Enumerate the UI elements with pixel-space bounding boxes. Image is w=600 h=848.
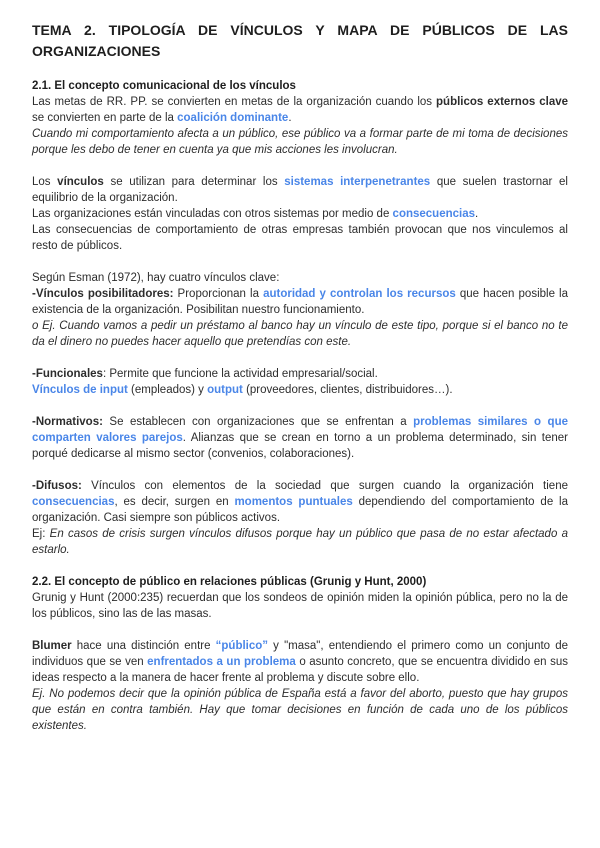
text-run: consecuencias: [32, 496, 115, 508]
paragraph-spacer: [32, 398, 568, 414]
paragraph: [32, 638, 568, 686]
text-run: momentos puntuales: [234, 496, 353, 508]
text-run: autoridad y controlan los recursos: [263, 288, 456, 300]
text-run: Las metas de RR. PP. se convierten en metas de la organización cuando los: [32, 96, 437, 108]
text-run: En casos de crisis surgen vínculos difusos porque hay un público que pasa de no estar afectado a estarlo.: [32, 528, 568, 556]
text-run: enfrentados a un problema: [147, 656, 296, 668]
paragraph: [32, 478, 568, 526]
text-run: Según Esman (1972), hay cuatro vínculos clave:: [32, 272, 280, 284]
paragraph-spacer: [32, 462, 568, 478]
text-run: se utilizan para determinar los: [103, 176, 285, 188]
text-run: Vínculos con elementos de la sociedad que surgen cuando la organización tiene: [81, 480, 568, 492]
section-heading: [32, 78, 568, 94]
text-run: : Permite que funcione la actividad empresarial/social.: [102, 368, 378, 380]
paragraph: [32, 414, 568, 462]
document-body: [32, 20, 568, 734]
paragraph: [32, 366, 568, 382]
text-run: Las consecuencias de comportamiento de otras empresas también provocan que nos vinculemos al resto de públicos.: [32, 224, 568, 252]
text-run: TEMA 2. TIPOLOGÍA DE VÍNCULOS Y MAPA DE PÚBLICOS DE LAS ORGANIZACIONES: [32, 22, 568, 59]
text-run: -Normativos:: [32, 416, 103, 428]
text-run: Los: [32, 176, 58, 188]
text-run: que suelen trastornar el equilibrio de la organización.: [32, 176, 568, 204]
text-run: públicos externos clave: [436, 96, 569, 108]
paragraph-spacer: [32, 558, 568, 574]
text-run: coalición dominante: [177, 112, 289, 124]
text-run: “público”: [215, 640, 269, 652]
text-run: y "masa", entendiendo el primero como un conjunto de individuos que se ven: [32, 640, 568, 668]
paragraph: [32, 174, 568, 206]
paragraph-spacer: [32, 350, 568, 366]
paragraph-spacer: [32, 622, 568, 638]
text-run: Las organizaciones están vinculadas con otros sistemas por medio de: [32, 208, 393, 220]
text-run: Proporcionan la: [173, 288, 264, 300]
paragraph: [32, 382, 568, 398]
text-run: que hacen posible la existencia de la organización. Posibilitan nuestro funcionamiento.: [32, 288, 568, 316]
document-title: [32, 20, 568, 62]
text-run: consecuencias: [392, 208, 476, 220]
text-run: Ej:: [32, 528, 50, 540]
text-run: vínculos: [57, 176, 104, 188]
paragraph: [32, 590, 568, 622]
text-run: se convierten en parte de la: [32, 112, 178, 124]
text-run: . Alianzas que se crean en torno a un problema determinado, sin tener porqué dedicarse al mismo sector (convenios, colaboraciones).: [32, 432, 568, 460]
paragraph: [32, 126, 568, 158]
text-run: -Difusos:: [32, 480, 82, 492]
paragraph: [32, 526, 568, 558]
text-run: .: [288, 112, 292, 124]
text-run: (empleados) y: [127, 384, 208, 396]
text-run: 2.2. El concepto de público en relaciones públicas (Grunig y Hunt, 2000): [32, 576, 427, 588]
text-run: Cuando mi comportamiento afecta a un público, ese público va a formar parte de mi toma de decisiones porque les debo de tener en cuenta ya que mis acciones les involucran.: [32, 128, 568, 156]
text-run: Grunig y Hunt (2000:235) recuerdan que los sondeos de opinión miden la opinión pública, pero no la de los públicos, sino las de las masas.: [32, 592, 568, 620]
paragraph-spacer: [32, 254, 568, 270]
paragraph: [32, 94, 568, 126]
paragraph: [32, 270, 568, 286]
paragraph: [32, 318, 568, 350]
text-run: Vínculos de input: [32, 384, 128, 396]
paragraph: [32, 686, 568, 734]
text-run: -Vínculos posibilitadores:: [32, 288, 174, 300]
text-run: -Funcionales: [32, 368, 103, 380]
text-run: (proveedores, clientes, distribuidores…).: [242, 384, 453, 396]
paragraph: [32, 206, 568, 222]
text-run: sistemas interpenetrantes: [284, 176, 431, 188]
text-run: 2.1. El concepto comunicacional de los vínculos: [32, 80, 296, 92]
text-run: problemas similares o que comparten valores parejos: [32, 416, 568, 444]
paragraph: [32, 222, 568, 254]
paragraph-spacer: [32, 62, 568, 78]
text-run: o asunto concreto, que se encuentra dividido en sus ideas respecto a la manera de hacer frente al problema y discute sobre ello.: [32, 656, 568, 684]
text-run: Se establecen con organizaciones que se enfrentan a: [102, 416, 414, 428]
paragraph-spacer: [32, 158, 568, 174]
text-run: hace una distinción entre: [71, 640, 216, 652]
text-run: dependiendo del comportamiento de la organización. Casi siempre son públicos activos.: [32, 496, 568, 524]
paragraph: [32, 286, 568, 318]
section-heading: [32, 574, 568, 590]
text-run: output: [207, 384, 243, 396]
text-run: o Ej. Cuando vamos a pedir un préstamo al banco hay un vínculo de este tipo, porque si el banco no te da el dinero no puedes hacer aquello que pretendías con este.: [32, 320, 568, 348]
text-run: Ej. No podemos decir que la opinión pública de España está a favor del aborto, puesto que hay grupos que están en contra también. Hay que tomar decisiones en función de cada uno de los públicos existentes.: [32, 688, 568, 732]
text-run: , es decir, surgen en: [114, 496, 235, 508]
text-run: Blumer: [32, 640, 72, 652]
text-run: .: [475, 208, 479, 220]
